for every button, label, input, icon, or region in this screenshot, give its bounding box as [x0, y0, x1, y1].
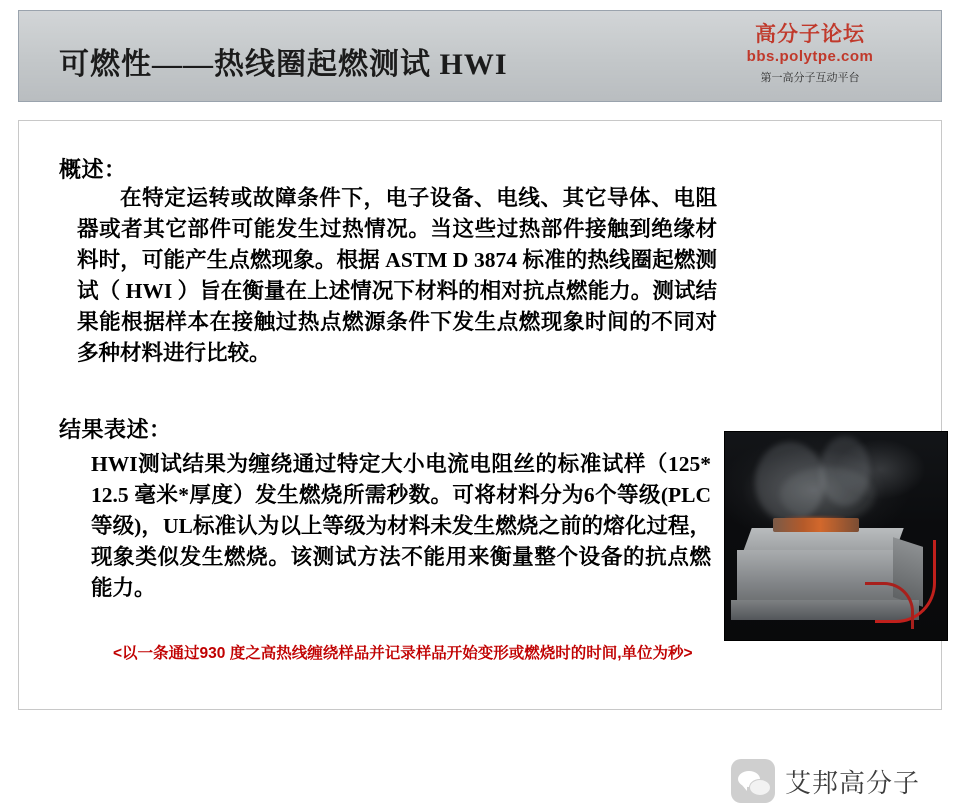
result-paragraph: HWI测试结果为缠绕通过特定大小电流电阻丝的标准试样（125* 12.5 毫米*厚度）发生燃烧所需秒数。可将材料分为6个等级(PLC等级)，UL标准认为以上等级为材料未发生燃烧之前的熔化过程，现象类似发生燃烧。该测试方法不能用来衡量整个设备的抗点燃能力。	[91, 452, 711, 600]
note-text: <以一条通过930 度之高热线缠绕样品并记录样品开始变形或燃烧时的时间,单位为秒>	[113, 645, 693, 662]
slide-header	[18, 10, 942, 102]
wechat-icon	[731, 759, 775, 803]
smoke-plume-icon	[780, 467, 875, 522]
wechat-watermark	[731, 753, 957, 809]
overview-paragraph: 在特定运转或故障条件下，电子设备、电线、其它导体、电阻器或者其它部件可能发生过热情况。当这些过热部件接触到绝缘材料时，可能产生点燃现象。根据 ASTM D 3874 标准的热线圈起燃测试（ HWI ）旨在衡量在上述情况下材料的相对抗点燃能力。测试结果能根据样本在接触过热点燃源条件下发生点燃现象时间的不同对多种材料进行比较。	[77, 186, 717, 365]
wechat-account-name: 艾邦高分子	[785, 767, 921, 798]
brand-name: 高分子论坛	[755, 23, 865, 46]
brand-block	[695, 23, 925, 87]
brand-url[interactable]: bbs.polytpe.com	[746, 48, 874, 65]
slide-body	[18, 120, 942, 798]
test-sample	[773, 518, 859, 532]
overview-heading: 概述：	[59, 157, 127, 182]
page-title: 可燃性——热线圈起燃测试 HWI	[59, 48, 508, 81]
result-heading: 结果表述：	[59, 417, 172, 442]
brand-tagline: 第一高分子互动平台	[760, 72, 860, 84]
test-apparatus-photo	[724, 431, 948, 641]
